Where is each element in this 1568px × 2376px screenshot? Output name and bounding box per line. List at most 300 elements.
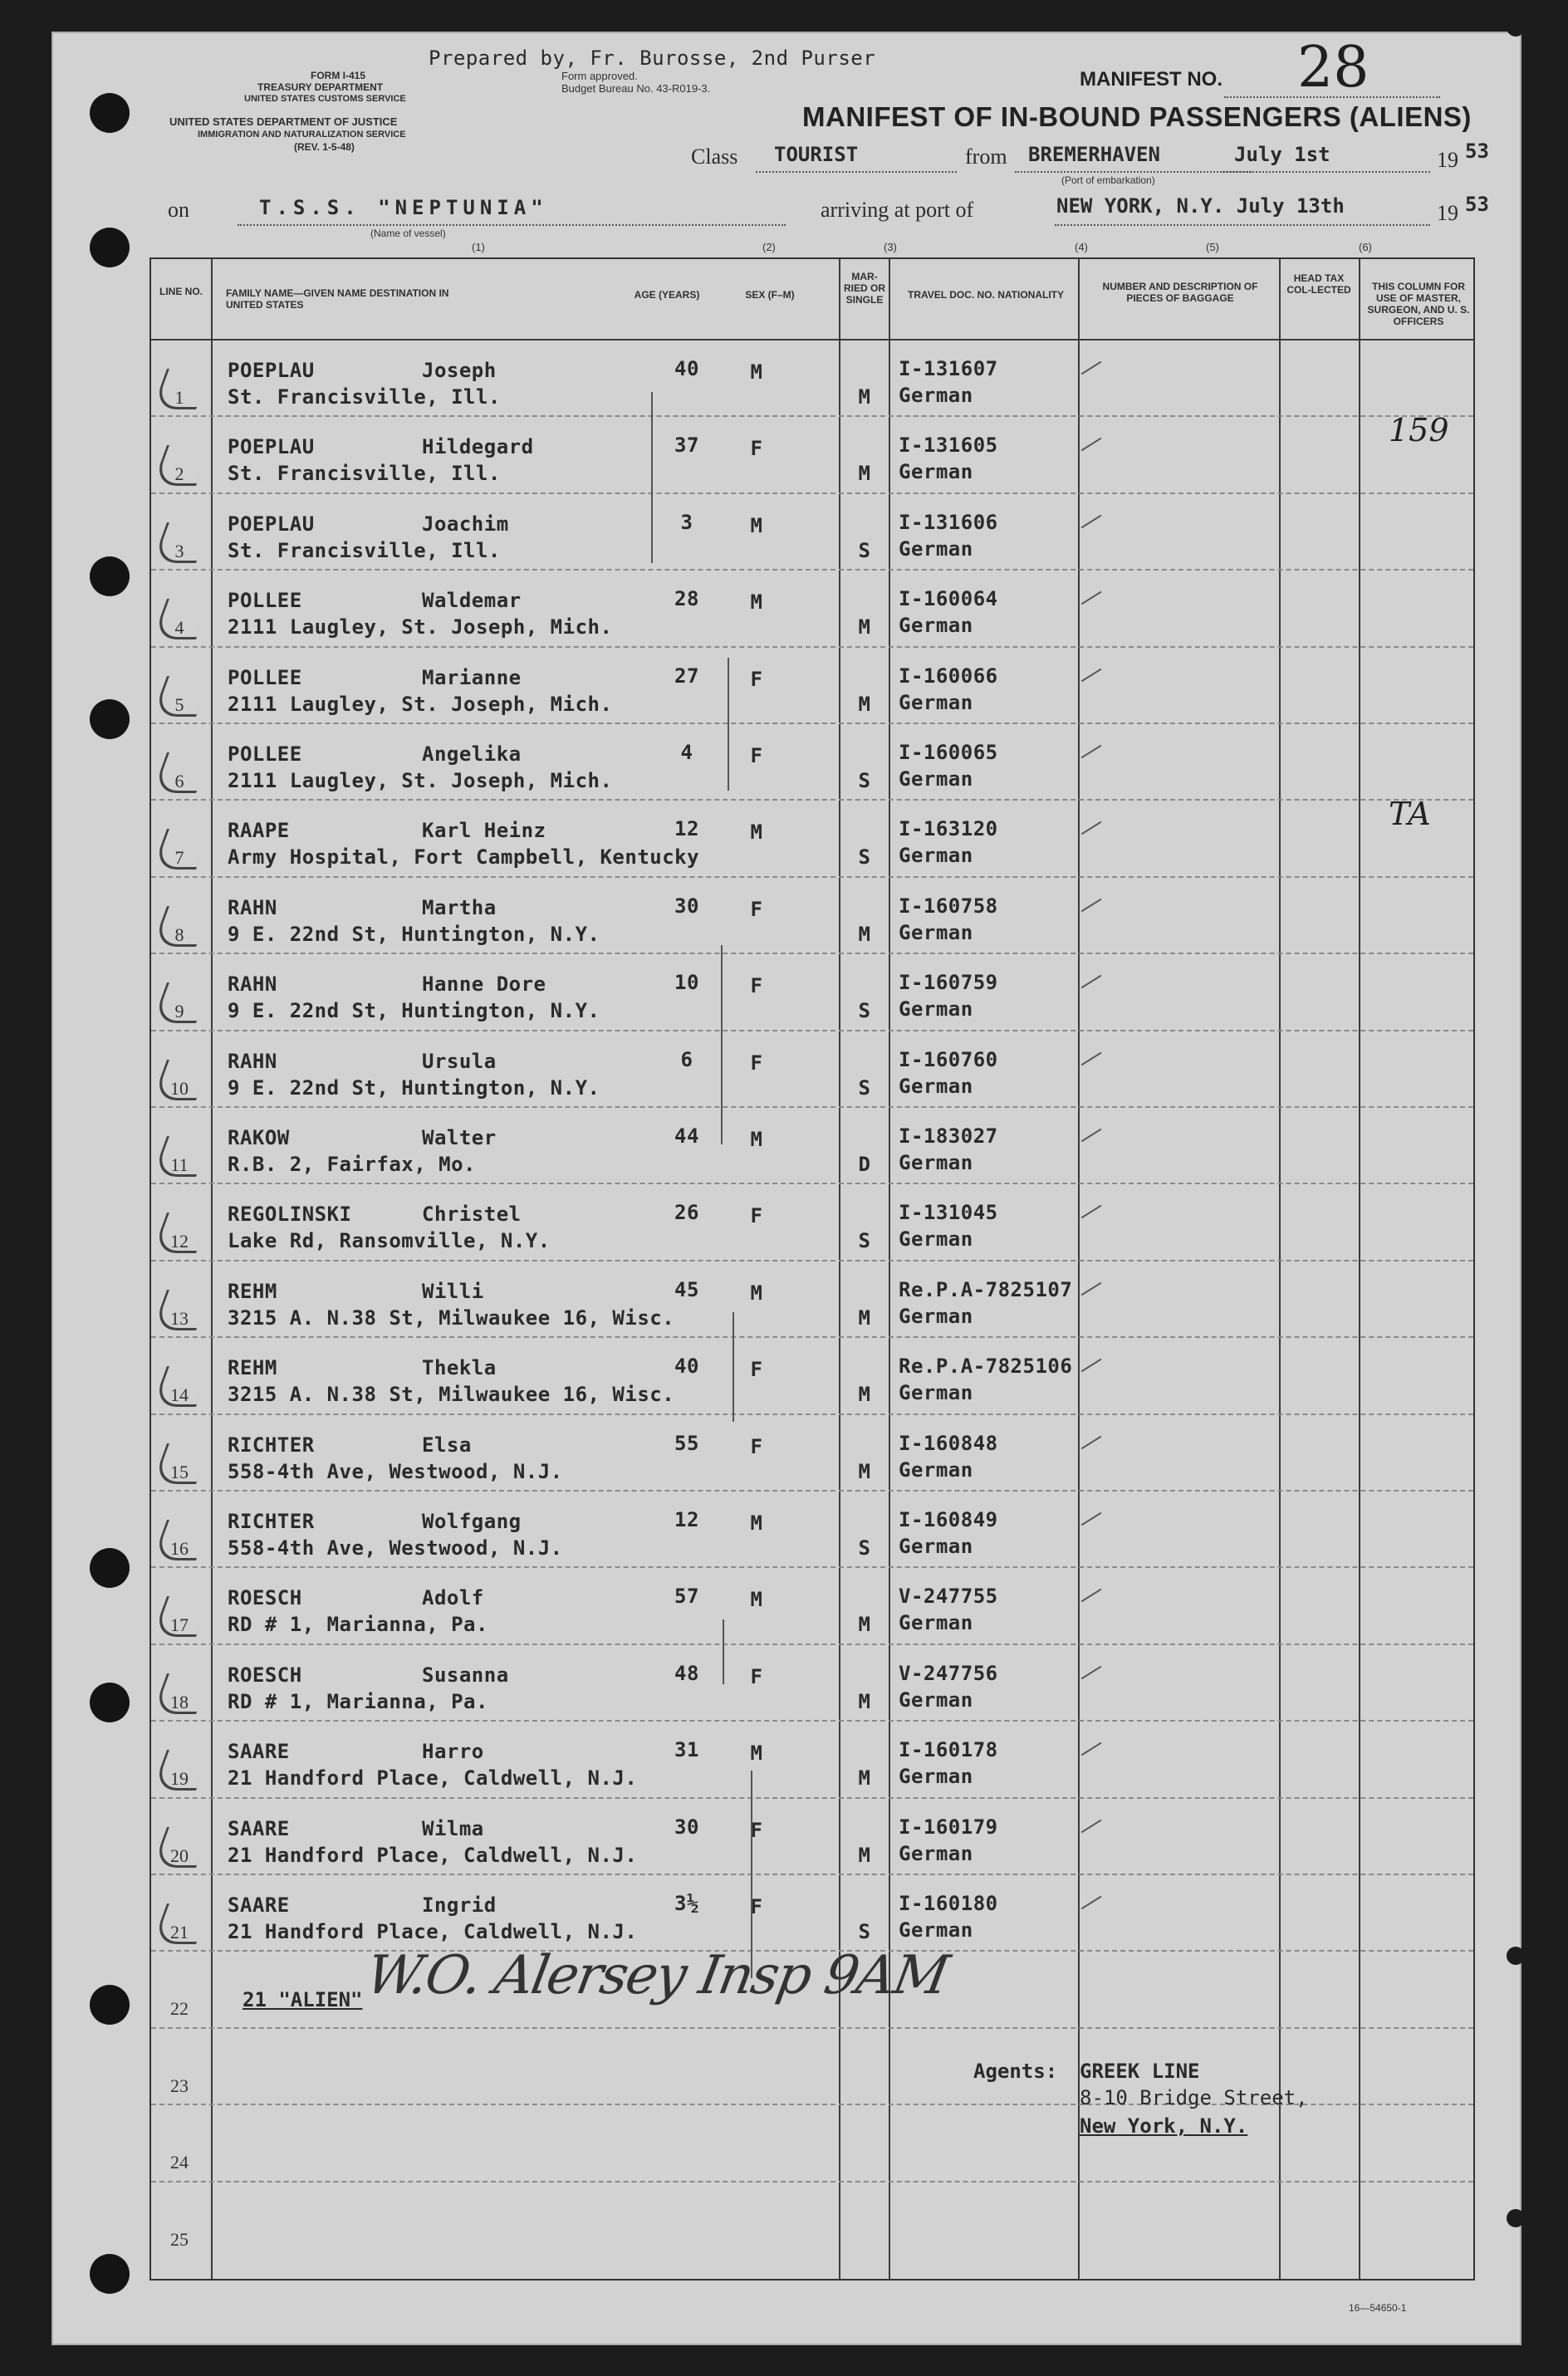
pen-bracket	[733, 1312, 734, 1422]
passenger-destination: R.B. 2, Fairfax, Mo.	[228, 1153, 476, 1176]
row-divider	[151, 876, 1473, 878]
passenger-sex: M	[750, 1742, 763, 1766]
row-divider	[151, 2181, 1473, 2182]
passenger-given-name: Joachim	[422, 512, 509, 536]
passenger-age: 6	[680, 1047, 693, 1071]
travel-document-number: I-131605	[899, 434, 998, 458]
passenger-family-name: POEPLAU	[228, 359, 315, 382]
passenger-destination: St. Francisville, Ill.	[228, 538, 501, 562]
on-label: on	[168, 198, 189, 222]
customs-service: UNITED STATES CUSTOMS SERVICE	[244, 94, 406, 104]
passenger-family-name: RICHTER	[228, 1510, 315, 1533]
passenger-family-name: RAHN	[228, 972, 277, 997]
header-married-single: MAR-RIED OR SINGLE	[844, 271, 886, 306]
passenger-destination: 3215 A. N.38 St, Milwaukee 16, Wisc.	[228, 1306, 675, 1330]
header-officers-column: THIS COLUMN FOR USE OF MASTER, SURGEON, AND U. S. OFFICERS	[1367, 281, 1470, 327]
passenger-given-name: Waldemar	[422, 589, 522, 613]
passenger-marital-status: M	[858, 1459, 871, 1483]
passenger-sex: F	[750, 1818, 763, 1842]
passenger-age: 3	[680, 510, 693, 534]
manifest-number: 28	[1297, 35, 1370, 100]
manifest-no-label: MANIFEST NO.	[1080, 68, 1223, 91]
row-divider	[151, 1183, 1473, 1184]
immigration-service: IMMIGRATION AND NATURALIZATION SERVICE	[198, 130, 406, 140]
passenger-marital-status: M	[858, 1843, 871, 1867]
agent-city: New York, N.Y.	[1080, 2114, 1248, 2138]
row-divider	[151, 1644, 1473, 1645]
punch-hole	[90, 1548, 130, 1588]
pen-tick	[1081, 361, 1102, 375]
header-travel-doc: TRAVEL DOC. NO. NATIONALITY	[908, 289, 1064, 301]
line-number: 8	[174, 923, 184, 945]
passenger-sex: F	[750, 1358, 763, 1382]
passenger-marital-status: S	[858, 1075, 871, 1100]
row-divider	[151, 1797, 1473, 1799]
travel-document-number: Re.P.A-7825106	[899, 1355, 1073, 1379]
col-number-1: (1)	[472, 241, 485, 253]
passenger-family-name: RAAPE	[228, 819, 290, 843]
passenger-marital-status: S	[858, 999, 871, 1023]
pen-tick	[1081, 899, 1102, 913]
total-aliens: 21 "ALIEN"	[243, 1988, 363, 2011]
departure-year: 53	[1465, 140, 1489, 163]
pen-tick	[1081, 975, 1102, 989]
row-divider	[151, 492, 1473, 494]
passenger-destination: 21 Handford Place, Caldwell, N.J.	[228, 1920, 638, 1943]
passenger-marital-status: S	[858, 1229, 871, 1253]
row-divider	[151, 799, 1473, 801]
header-head-tax: HEAD TAX COL-LECTED	[1286, 272, 1351, 296]
passenger-given-name: Angelika	[422, 742, 522, 766]
passenger-sex: M	[750, 1281, 763, 1305]
travel-document-number: I-160758	[899, 894, 998, 918]
passenger-age: 12	[674, 1508, 699, 1531]
travel-document-number: I-131045	[899, 1201, 998, 1225]
agent-street: 8-10 Bridge Street,	[1080, 2086, 1308, 2109]
passenger-given-name: Harro	[422, 1740, 484, 1764]
line-number: 19	[170, 1768, 189, 1790]
passenger-sex: F	[750, 437, 763, 461]
passenger-destination: 2111 Laugley, St. Joseph, Mich.	[228, 692, 613, 716]
passenger-sex: F	[750, 1204, 763, 1228]
line-number: 25	[170, 2228, 189, 2250]
passenger-given-name: Thekla	[422, 1356, 497, 1380]
passenger-given-name: Walter	[422, 1126, 497, 1149]
line-number: 24	[170, 2152, 189, 2173]
punch-hole	[90, 1683, 130, 1722]
line-number: 1	[174, 387, 184, 408]
row-divider	[151, 1106, 1473, 1108]
row-divider	[151, 1260, 1473, 1261]
passenger-sex: F	[750, 1434, 763, 1458]
passenger-sex: F	[750, 897, 763, 921]
row-divider	[151, 415, 1473, 417]
officer-notation: 159	[1389, 412, 1449, 449]
header-sex: SEX (F–M)	[745, 289, 795, 301]
passenger-age: 12	[674, 817, 699, 841]
passenger-family-name: SAARE	[228, 1740, 290, 1764]
departure-year-prefix: 19	[1437, 148, 1458, 172]
passenger-given-name: Wilma	[422, 1816, 484, 1840]
passenger-given-name: Ursula	[422, 1049, 497, 1073]
passenger-given-name: Karl Heinz	[422, 819, 546, 843]
col-number-6: (6)	[1359, 241, 1372, 253]
punch-hole	[90, 699, 130, 739]
pen-tick	[1081, 438, 1102, 452]
passenger-marital-status: M	[858, 1306, 871, 1330]
line-number: 12	[170, 1231, 189, 1252]
row-divider	[151, 723, 1473, 724]
passenger-age: 28	[674, 587, 699, 611]
passenger-sex: F	[750, 1664, 763, 1688]
passenger-marital-status: M	[858, 692, 871, 716]
header-line-no: LINE NO.	[159, 286, 203, 297]
passenger-nationality: German	[899, 1841, 973, 1865]
travel-document-number: I-160759	[899, 971, 998, 995]
passenger-nationality: German	[899, 1074, 973, 1098]
passenger-family-name: ROESCH	[228, 1663, 302, 1687]
col-number-4: (4)	[1075, 241, 1088, 253]
travel-document-number: V-247755	[899, 1585, 998, 1609]
passenger-marital-status: M	[858, 1613, 871, 1637]
passenger-nationality: German	[899, 1227, 973, 1252]
passenger-sex: F	[750, 667, 763, 691]
passenger-nationality: German	[899, 614, 973, 638]
line-number: 23	[170, 2075, 189, 2096]
passenger-marital-status: S	[858, 845, 871, 870]
travel-document-number: I-160849	[899, 1508, 998, 1531]
vessel-caption: (Name of vessel)	[370, 228, 446, 239]
passenger-destination: Army Hospital, Fort Campbell, Kentucky	[228, 845, 700, 870]
travel-document-number: I-160760	[899, 1047, 998, 1071]
line-number: 17	[170, 1614, 189, 1636]
pen-tick	[1081, 1051, 1102, 1066]
col-number-5: (5)	[1206, 241, 1219, 253]
passenger-age: 37	[674, 434, 699, 458]
pen-tick	[1081, 1129, 1102, 1143]
passenger-age: 30	[674, 894, 699, 918]
passenger-marital-status: M	[858, 1383, 871, 1407]
passenger-nationality: German	[899, 1304, 973, 1328]
passenger-destination: 558-4th Ave, Westwood, N.J.	[228, 1459, 563, 1483]
agent-name: GREEK LINE	[1080, 2060, 1200, 2083]
line-number: 4	[174, 617, 184, 639]
passenger-destination: Lake Rd, Ransomville, N.Y.	[228, 1229, 551, 1253]
arrival-year-prefix: 19	[1437, 201, 1458, 225]
passenger-age: 26	[674, 1201, 699, 1225]
punch-hole	[90, 2254, 130, 2294]
passenger-marital-status: M	[858, 615, 871, 639]
row-divider	[151, 2027, 1473, 2029]
travel-document-number: V-247756	[899, 1661, 998, 1685]
line-number: 14	[170, 1384, 189, 1406]
passenger-age: 30	[674, 1815, 699, 1839]
passenger-destination: 2111 Laugley, St. Joseph, Mich.	[228, 615, 613, 639]
travel-document-number: I-131607	[899, 357, 998, 380]
passenger-age: 27	[674, 664, 699, 688]
line-number: 16	[170, 1538, 189, 1559]
passenger-given-name: Willi	[422, 1279, 484, 1303]
passenger-family-name: RAHN	[228, 1049, 277, 1073]
passenger-sex: F	[750, 1051, 763, 1075]
passenger-family-name: POLLEE	[228, 665, 302, 689]
passenger-destination: RD # 1, Marianna, Pa.	[228, 1613, 488, 1637]
passenger-nationality: German	[899, 690, 973, 714]
passenger-sex: F	[750, 1895, 763, 1918]
arrival-year: 53	[1465, 193, 1489, 216]
row-divider	[151, 646, 1473, 648]
pen-tick	[1081, 1205, 1102, 1219]
passenger-destination: 3215 A. N.38 St, Milwaukee 16, Wisc.	[228, 1383, 675, 1407]
passenger-sex: M	[750, 1511, 763, 1535]
passenger-given-name: Elsa	[422, 1433, 472, 1457]
passenger-family-name: REGOLINSKI	[228, 1203, 352, 1227]
punch-hole	[90, 228, 130, 267]
pen-tick	[1081, 1896, 1102, 1910]
travel-document-number: I-160178	[899, 1738, 998, 1762]
passenger-family-name: REHM	[228, 1356, 277, 1380]
passenger-family-name: POLLEE	[228, 589, 302, 613]
print-code: 16—54650-1	[1349, 2302, 1407, 2314]
passenger-given-name: Martha	[422, 895, 497, 919]
passenger-age: 44	[674, 1124, 699, 1148]
passenger-marital-status: M	[858, 385, 871, 409]
line-number: 2	[174, 463, 184, 485]
passenger-given-name: Ingrid	[422, 1893, 497, 1917]
prepared-by: Prepared by, Fr. Burosse, 2nd Purser	[429, 47, 876, 70]
budget-bureau: Budget Bureau No. 43-R019-3.	[561, 82, 711, 95]
line-number: 22	[170, 1998, 189, 2020]
departure-date: July 1st	[1234, 143, 1330, 166]
line-number: 5	[174, 693, 184, 715]
passenger-nationality: German	[899, 460, 973, 484]
passenger-marital-status: M	[858, 922, 871, 946]
row-divider	[151, 1490, 1473, 1492]
passenger-destination: 9 E. 22nd St, Huntington, N.Y.	[228, 1075, 600, 1100]
punch-hole	[90, 556, 130, 596]
passenger-family-name: RAKOW	[228, 1126, 290, 1149]
passenger-sex: M	[750, 1128, 763, 1151]
punch-hole	[90, 1985, 130, 2025]
passenger-destination: St. Francisville, Ill.	[228, 385, 501, 409]
line-number: 11	[170, 1154, 189, 1175]
passenger-nationality: German	[899, 1381, 973, 1405]
arrival-port-date: NEW YORK, N.Y. July 13th	[1056, 194, 1345, 218]
passenger-age: 31	[674, 1738, 699, 1762]
line-number: 21	[170, 1922, 189, 1942]
passenger-sex: M	[750, 821, 763, 845]
travel-document-number: I-160065	[899, 741, 998, 764]
pen-bracket	[728, 658, 729, 791]
line-number: 7	[174, 847, 184, 869]
travel-document-number: I-160179	[899, 1815, 998, 1839]
pen-bracket	[723, 1619, 724, 1684]
page-title: MANIFEST OF IN-BOUND PASSENGERS (ALIENS)	[802, 101, 1472, 132]
passenger-age: 55	[674, 1431, 699, 1455]
pen-tick	[1081, 821, 1102, 835]
header-baggage: NUMBER AND DESCRIPTION OF PIECES OF BAGGAGE	[1102, 281, 1258, 304]
passenger-marital-status: S	[858, 1536, 871, 1560]
passenger-nationality: German	[899, 384, 973, 407]
line-number: 9	[174, 1001, 184, 1022]
passenger-nationality: German	[899, 767, 973, 791]
passenger-family-name: POLLEE	[228, 742, 302, 766]
edge-spot	[1507, 18, 1525, 37]
passenger-age: 45	[674, 1277, 699, 1301]
passenger-given-name: Hanne Dore	[422, 972, 546, 997]
travel-document-number: I-160064	[899, 587, 998, 611]
passenger-family-name: REHM	[228, 1279, 277, 1303]
form-approved: Form approved.	[561, 70, 638, 82]
passenger-family-name: ROESCH	[228, 1586, 302, 1610]
travel-document-number: I-131606	[899, 510, 998, 534]
passenger-age: 40	[674, 357, 699, 380]
port-caption: (Port of embarkation)	[1061, 174, 1155, 186]
passenger-given-name: Joseph	[422, 359, 497, 382]
line-number: 3	[174, 540, 184, 561]
passenger-nationality: German	[899, 1457, 973, 1482]
vessel-name: T.S.S. "NEPTUNIA"	[259, 196, 548, 219]
pen-tick	[1081, 1435, 1102, 1449]
passenger-given-name: Wolfgang	[422, 1510, 522, 1533]
pen-tick	[1081, 1589, 1102, 1603]
passenger-marital-status: M	[858, 1766, 871, 1791]
passenger-sex: F	[750, 744, 763, 767]
passenger-nationality: German	[899, 997, 973, 1021]
passenger-family-name: POEPLAU	[228, 435, 315, 459]
passenger-given-name: Marianne	[422, 665, 522, 689]
passenger-nationality: German	[899, 1151, 973, 1174]
line-number: 13	[170, 1307, 189, 1329]
travel-document-number: Re.P.A-7825107	[899, 1277, 1073, 1301]
pen-tick	[1081, 515, 1102, 529]
class-label: Class	[691, 145, 738, 169]
travel-document-number: I-183027	[899, 1124, 998, 1148]
passenger-nationality: German	[899, 536, 973, 561]
passenger-marital-status: S	[858, 769, 871, 792]
edge-spot	[1507, 1947, 1525, 1965]
port-of-embarkation: BREMERHAVEN	[1028, 143, 1160, 166]
line-number: 18	[170, 1691, 189, 1712]
passenger-marital-status: S	[858, 1920, 871, 1943]
header-age: AGE (YEARS)	[634, 289, 700, 301]
passenger-nationality: German	[899, 844, 973, 868]
passenger-given-name: Susanna	[422, 1663, 509, 1687]
pen-tick	[1081, 668, 1102, 682]
row-divider	[151, 1336, 1473, 1338]
passenger-destination: 21 Handford Place, Caldwell, N.J.	[228, 1843, 638, 1867]
passenger-sex: M	[750, 1588, 763, 1612]
line-number: 20	[170, 1844, 189, 1866]
passenger-marital-status: M	[858, 1689, 871, 1713]
edge-spot	[1507, 2209, 1525, 2227]
pen-tick	[1081, 1359, 1102, 1373]
travel-document-number: I-160066	[899, 664, 998, 688]
pen-tick	[1081, 1666, 1102, 1680]
row-divider	[151, 1720, 1473, 1722]
passenger-age: 40	[674, 1355, 699, 1379]
arriving-label: arriving at port of	[821, 198, 974, 222]
line-number: 15	[170, 1461, 189, 1482]
passenger-destination: 9 E. 22nd St, Huntington, N.Y.	[228, 999, 600, 1023]
line-number: 10	[170, 1077, 189, 1099]
passenger-age: 57	[674, 1585, 699, 1609]
passenger-family-name: RAHN	[228, 895, 277, 919]
passenger-family-name: POEPLAU	[228, 512, 315, 536]
passenger-nationality: German	[899, 1611, 973, 1635]
pen-tick	[1081, 591, 1102, 605]
passenger-given-name: Adolf	[422, 1586, 484, 1610]
pen-tick	[1081, 1819, 1102, 1833]
col-number-2: (2)	[762, 241, 776, 253]
passenger-nationality: German	[899, 1918, 973, 1942]
passenger-marital-status: S	[858, 538, 871, 562]
travel-document-number: I-160180	[899, 1892, 998, 1915]
travel-document-number: I-163120	[899, 817, 998, 841]
passenger-family-name: SAARE	[228, 1816, 290, 1840]
row-divider	[151, 1030, 1473, 1031]
row-divider	[151, 1566, 1473, 1568]
passenger-destination: 21 Handford Place, Caldwell, N.J.	[228, 1766, 638, 1791]
passenger-destination: 2111 Laugley, St. Joseph, Mich.	[228, 769, 613, 792]
row-divider	[151, 1874, 1473, 1875]
passenger-family-name: RICHTER	[228, 1433, 315, 1457]
inspector-signature: W.O. Alersey Insp 9AM	[361, 1945, 953, 2006]
treasury-department: TREASURY DEPARTMENT	[257, 81, 384, 93]
row-divider	[151, 569, 1473, 571]
pen-tick	[1081, 745, 1102, 759]
passenger-nationality: German	[899, 1688, 973, 1712]
passenger-sex: M	[750, 513, 763, 537]
header-name-destination: FAMILY NAME—GIVEN NAME DESTINATION IN UNITED STATES	[226, 287, 449, 311]
passenger-age: 10	[674, 971, 699, 995]
form-number: FORM I-415	[311, 70, 366, 81]
passenger-destination: 558-4th Ave, Westwood, N.J.	[228, 1536, 563, 1560]
revision: (REV. 1-5-48)	[294, 141, 355, 153]
pen-tick	[1081, 1742, 1102, 1756]
pen-tick	[1081, 1282, 1102, 1296]
passenger-marital-status: M	[858, 462, 871, 486]
pen-bracket	[651, 392, 653, 563]
passenger-marital-status: D	[858, 1153, 871, 1176]
agents-label: Agents:	[973, 2060, 1058, 2083]
row-divider	[151, 1413, 1473, 1415]
pen-bracket	[721, 945, 723, 1144]
manifest-sheet	[51, 32, 1521, 2345]
passenger-nationality: German	[899, 920, 973, 944]
travel-document-number: I-160848	[899, 1431, 998, 1455]
passenger-given-name: Christel	[422, 1203, 522, 1227]
passenger-destination: RD # 1, Marianna, Pa.	[228, 1689, 488, 1713]
passenger-destination: 9 E. 22nd St, Huntington, N.Y.	[228, 922, 600, 946]
passenger-age: 3½	[674, 1892, 699, 1915]
passenger-given-name: Hildegard	[422, 435, 534, 459]
justice-department: UNITED STATES DEPARTMENT OF JUSTICE	[169, 115, 398, 128]
passenger-destination: St. Francisville, Ill.	[228, 462, 501, 486]
passenger-age: 4	[680, 741, 693, 764]
class-value: TOURIST	[774, 143, 859, 166]
officer-notation: TA	[1389, 796, 1431, 833]
from-label: from	[965, 145, 1007, 169]
passenger-sex: M	[750, 360, 763, 384]
line-number: 6	[174, 771, 184, 791]
punch-hole	[90, 93, 130, 133]
row-divider	[151, 953, 1473, 954]
passenger-age: 48	[674, 1661, 699, 1685]
pen-tick	[1081, 1512, 1102, 1526]
passenger-sex: F	[750, 974, 763, 998]
passenger-family-name: SAARE	[228, 1893, 290, 1917]
